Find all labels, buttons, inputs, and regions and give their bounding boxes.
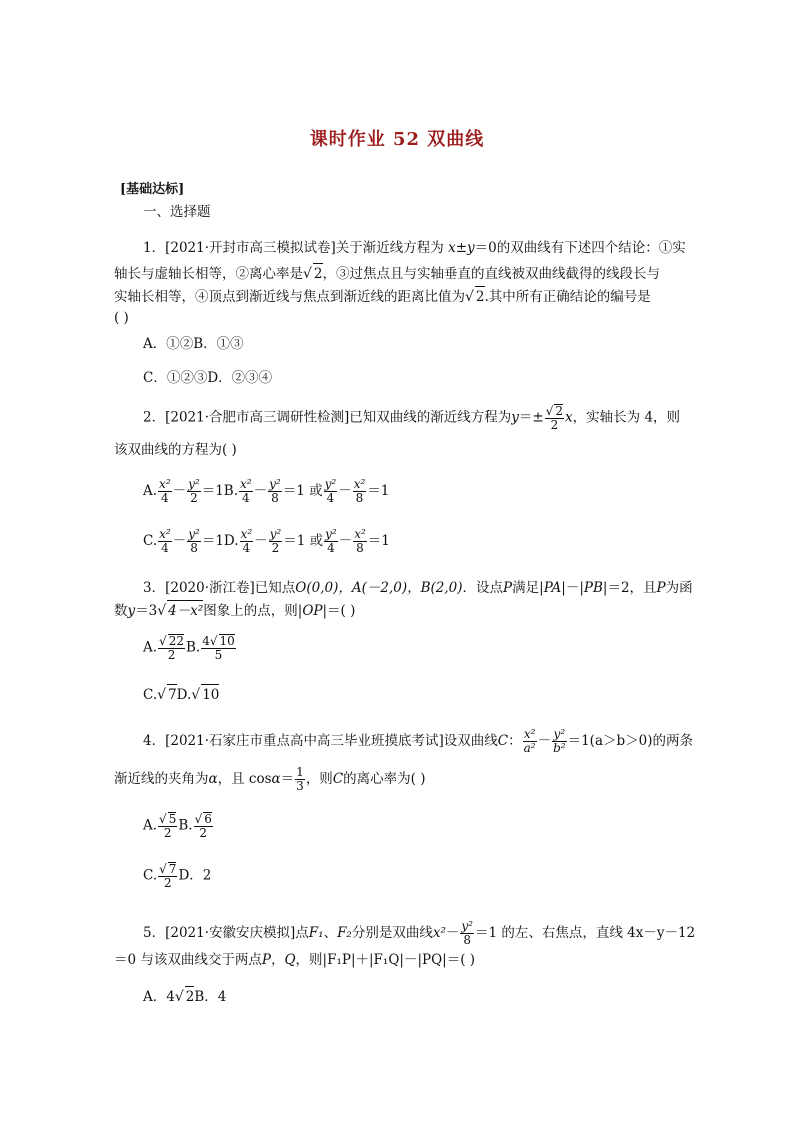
q1-line-3: 实轴长相等，④顶点到渐近线与焦点到渐近线的距离比值为√ 2.其中所有正确结论的编号是 [114, 286, 651, 307]
q1-line-1: 1．[2021·开封市高三模拟试卷]关于渐近线方程为 x±y＝0的双曲线有下述四个结论：①实 [143, 240, 686, 256]
q1-options-cd: C．①②③D．②③④ [143, 370, 273, 386]
q2-line-1: 2．[2021·合肥市高三调研性检测]已知双曲线的渐近线方程为y＝± $\frac{√ 2}{2}$ x，实轴长为 4，则 [143, 404, 681, 432]
section-heading: [基础达标] [120, 182, 185, 197]
q4-line-2: 渐近线的夹角为α，且 cosα＝ $\frac{1}{3}$ ，则C的离心率为( ) [114, 765, 426, 793]
q5-line-2: ＝0 与该双曲线交于两点P，Q，则|F₁P|＋|F₁Q|－|PQ|＝( ) [114, 952, 476, 968]
q4-line-1: 4．[2021·石家庄市重点高中高三毕业班摸底考试]设双曲线C： $\frac{\text{x²}}{\text{a²}}$ － $\frac{\text{y²}}{\text{b²}}$ ＝1(a＞b＞0)的两条 [143, 727, 693, 755]
subsection-heading: 一、选择题 [143, 204, 211, 220]
page-title: 课时作业 52 双曲线 [309, 129, 485, 150]
q2-options-cd: C. $\frac{\text{x²}}{4}$ － $\frac{\text{y²}}{8}$ ＝1D. $\frac{\text{x²}}{4}$ － $\frac{\text{y²}}{2}$ ＝1 或 $\frac{\text{y²}}{4}$ － $\frac{\text{x²}}{8}$ ＝1 [143, 527, 390, 555]
q5-line-1: 5．[2021·安徽安庆模拟]点F₁、F₂分别是双曲线x²－ $\frac{\text{y²}}{8}$ ＝1 的左、右焦点，直线 4x－y－12 [143, 919, 696, 947]
q2-options-ab: A. $\frac{\text{x²}}{4}$ － $\frac{\text{y²}}{2}$ ＝1B. $\frac{\text{x²}}{4}$ － $\frac{\text{y²}}{8}$ ＝1 或 $\frac{\text{y²}}{4}$ － $\frac{\text{x²}}{8}$ ＝1 [143, 477, 390, 505]
q1-options-ab: A．①②B．①③ [143, 336, 244, 352]
q2-line-2: 该双曲线的方程为( ) [114, 442, 237, 458]
q3-options-cd: C.√ 7D.√ 10 [143, 684, 219, 705]
q5-options-ab: A．4√ 2B．4 [143, 986, 226, 1007]
q4-options-cd: C. $\frac{√ 7}{2}$ D．2 [143, 862, 212, 890]
q3-options-ab: A. $\frac{√ 22}{2}$ B. $\frac{4√ 10}{5}$ [143, 634, 235, 662]
q1-line-2: 轴长与虚轴长相等，②离心率是√ 2，③过焦点且与实轴垂直的直线被双曲线截得的线段长与 [114, 263, 660, 284]
q4-options-ab: A. $\frac{√ 5}{2}$ B. $\frac{√ 6}{2}$ [143, 812, 212, 840]
q1-answer-blank: ( ) [114, 310, 129, 326]
q3-line-2: 数y＝3√ 4－x²图象上的点，则|OP|＝( ) [114, 600, 355, 621]
q3-line-1: 3．[2020·浙江卷]已知点O(0,0)，A(－2,0)，B(2,0)．设点P满足|PA|－|PB|＝2，且P为函 [143, 580, 693, 596]
